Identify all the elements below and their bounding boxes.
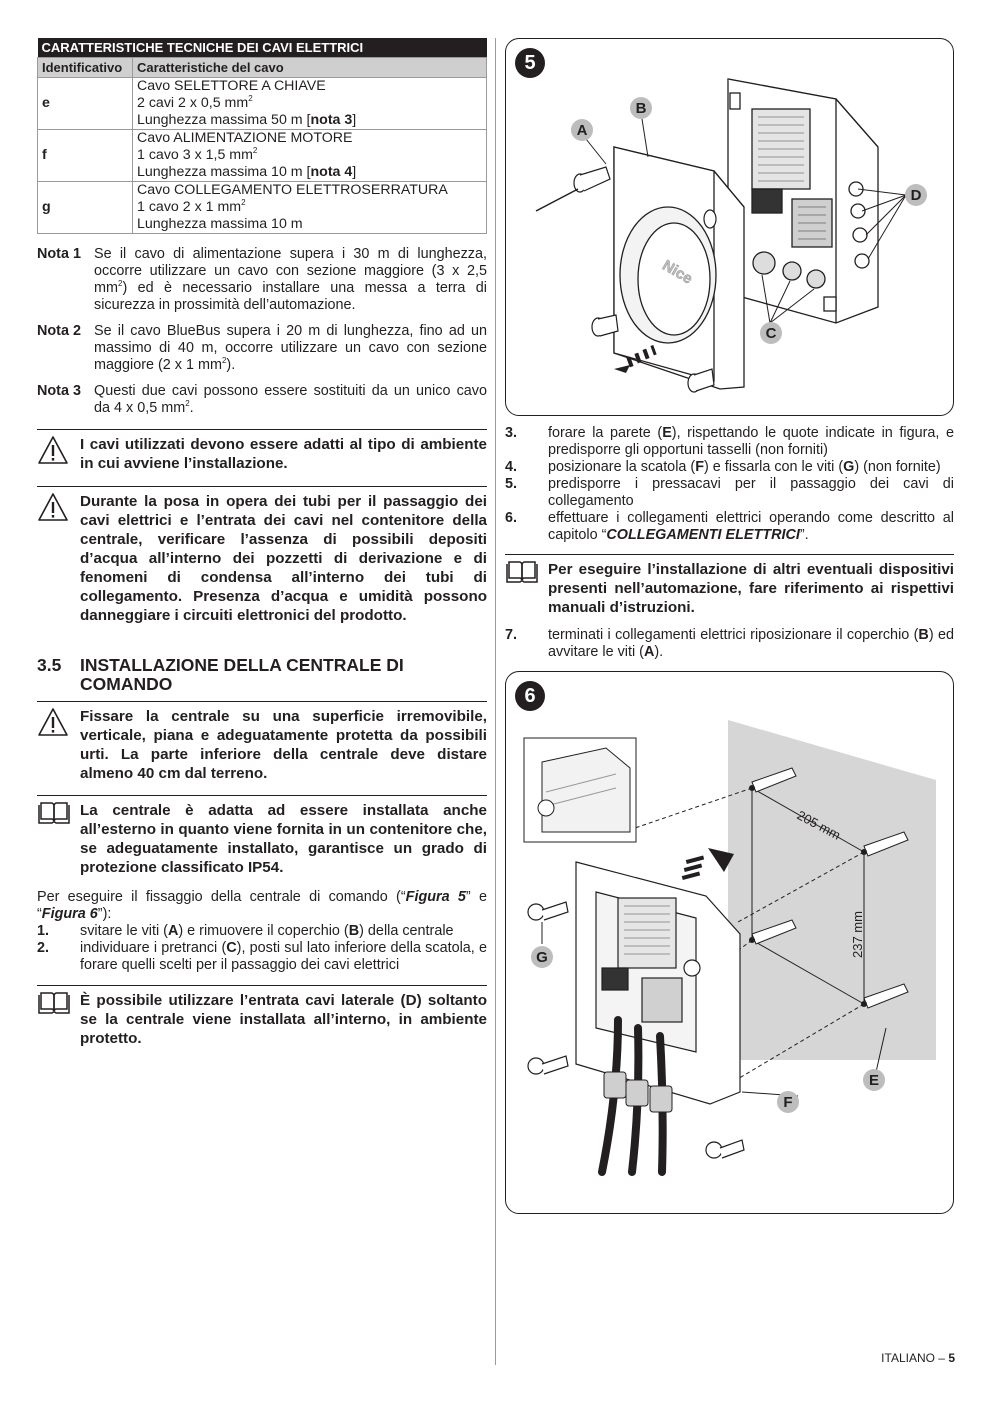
cell-desc — [133, 78, 487, 130]
column-divider — [495, 38, 496, 1365]
cell-id: g — [38, 182, 133, 234]
figure-number: 5 — [515, 48, 545, 78]
cover-brand: Nice — [659, 257, 696, 288]
info-text: La centrale è adatta ad essere installata anche all’esterno in quanto viene fornita in un contenitore che, se adeguatamente installato, garantisce un grado di protezione classificato IP54. — [80, 802, 487, 876]
footer-language: ITALIANO – — [881, 1351, 949, 1365]
step-3: 3. forare la parete (E), rispettando le quote indicate in figura, e predisporre gli opportuni tasselli (non forniti) — [505, 425, 954, 458]
desc-line: Cavo SELETTORE A CHIAVE — [137, 78, 326, 94]
figure-number: 6 — [515, 681, 545, 711]
page-footer — [881, 1350, 955, 1367]
figure-6 — [505, 671, 954, 1214]
warning-box — [37, 701, 487, 783]
manual-book-icon — [37, 991, 80, 1048]
info-text: È possibile utilizzare l’entrata cavi laterale (D) soltanto se la centrale viene installata all’interno, in ambiente protetto. — [80, 992, 487, 1047]
note-text: Se il cavo BlueBus supera i 20 m di lunghezza, fino ad un massimo di 40 m, occorre utilizzare un cavo con sezione maggiore (2 x 1 $mm^2$). — [94, 323, 487, 373]
warning-icon — [37, 492, 80, 625]
label-E: E — [868, 1072, 880, 1089]
manual-book-icon — [37, 801, 80, 877]
table-row — [38, 130, 487, 182]
info-text: Per eseguire l’installazione di altri eventuali dispositivi presenti nell’automazione, fare riferimento ai rispettivi manuali d’istruzioni. — [548, 561, 954, 616]
step-2: 2. individuare i pretranci (C), posti sul lato inferiore della scatola, e forare quelli scelti per il passaggio dei cavi elettrici — [37, 940, 487, 973]
step-6: 6. effettuare i collegamenti elettrici operando come descritto al capitolo “COLLEGAMENTI ELETTRICI”. — [505, 510, 954, 543]
cell-desc — [133, 182, 487, 234]
info-box — [37, 795, 487, 877]
step-5: 5. predisporre i pressacavi per il passaggio dei cavi di collegamento — [505, 476, 954, 509]
table-row — [38, 182, 487, 234]
note-text: Questi due cavi possono essere sostituiti da un unico cavo da 4 x 0,5 $mm^2$. — [94, 383, 487, 416]
warning-box — [37, 429, 487, 473]
dimension-horizontal: 205 mm — [794, 807, 844, 843]
right-column — [505, 38, 954, 1214]
step-7: 7. terminati i collegamenti elettrici riposizionare il coperchio (B) ed avvitare le viti (A). — [505, 627, 954, 660]
note-label: Nota 3 — [37, 383, 81, 399]
cell-desc — [133, 130, 487, 182]
manual-book-icon — [505, 560, 548, 617]
col-header-id: Identificativo — [38, 58, 133, 78]
note-2 — [37, 323, 487, 374]
label-A: A — [576, 122, 588, 139]
warning-text: Fissare la centrale su una superficie irremovibile, verticale, piana e adeguatamente protetta da possibili urti. La parte inferiore della centrale deve distare almeno 40 cm dal terreno. — [80, 708, 487, 782]
left-column — [37, 38, 487, 1048]
section-title: INSTALLAZIONE DELLA CENTRALE DI COMANDO — [80, 655, 404, 694]
figure-5-illustration — [506, 39, 955, 417]
cell-id: e — [38, 78, 133, 130]
warning-text: Durante la posa in opera dei tubi per il passaggio dei cavi elettrici e l’entrata dei cavi nel contenitore della centrale, verificare l’assenza di possibili depositi d’acqua all’interno dei pozzetti di derivazione e di fenomeni di condensa all’interno dei tubi di collegamento. Presenza d’acqua e umidità possono danneggiare i circuiti elettronici del prodotto. — [80, 493, 487, 624]
step-1: 1. svitare le viti (A) e rimuovere il coperchio (B) della centrale — [37, 923, 454, 939]
label-C: C — [765, 325, 777, 342]
section-heading — [37, 656, 487, 694]
cell-id: f — [38, 130, 133, 182]
step-4: 4. posizionare la scatola (F) e fissarla con le viti (G) (non fornite) — [505, 459, 941, 475]
warning-box — [37, 486, 487, 625]
figure-6-illustration — [506, 672, 955, 1215]
dimension-vertical: 237 mm — [850, 911, 865, 958]
warning-text: I cavi utilizzati devono essere adatti al tipo di ambiente in cui avviene l’installazione. — [80, 436, 487, 472]
desc-line: Lunghezza massima 50 m [nota 3] — [137, 112, 357, 128]
figure-5 — [505, 38, 954, 416]
label-F: F — [783, 1094, 793, 1111]
warning-icon — [37, 435, 80, 473]
intro-paragraph: Per eseguire il fissaggio della centrale di comando (“Figura 5” e “Figura 6”): — [37, 889, 488, 922]
info-box — [37, 985, 487, 1048]
note-label: Nota 2 — [37, 323, 81, 339]
desc-line: 1 cavo 2 x 1 $mm^2$ — [137, 198, 246, 215]
table-row — [38, 78, 487, 130]
desc-line: Lunghezza massima 10 m [nota 4] — [137, 164, 357, 180]
note-label: Nota 1 — [37, 246, 81, 262]
desc-line: 1 cavo 3 x 1,5 $mm^2$ — [137, 146, 258, 163]
label-B: B — [635, 100, 647, 117]
note-text: Se il cavo di alimentazione supera i 30 m di lunghezza, occorre utilizzare un cavo con sezione maggiore (3 x 2,5 $mm^2$) ed è necessario installare una messa a terra di sicurezza in prossimità dell’automazione. — [94, 246, 487, 313]
desc-line: Lunghezza massima 10 m — [137, 216, 303, 232]
page-number: 5 — [948, 1351, 955, 1365]
table-title: CARATTERISTICHE TECNICHE DEI CAVI ELETTRICI — [38, 38, 487, 58]
info-box — [505, 554, 954, 617]
desc-line: Cavo ALIMENTAZIONE MOTORE — [137, 130, 353, 146]
note-3 — [37, 383, 487, 417]
label-D: D — [910, 187, 922, 204]
section-number: 3.5 — [37, 655, 62, 675]
desc-line: Cavo COLLEGAMENTO ELETTROSERRATURA — [137, 182, 448, 198]
cable-specs-table — [37, 38, 487, 234]
note-1 — [37, 246, 487, 314]
warning-icon — [37, 707, 80, 783]
desc-line: 2 cavi 2 x 0,5 $mm^2$ — [137, 94, 253, 111]
label-G: G — [536, 949, 548, 966]
col-header-desc: Caratteristiche del cavo — [133, 58, 487, 78]
